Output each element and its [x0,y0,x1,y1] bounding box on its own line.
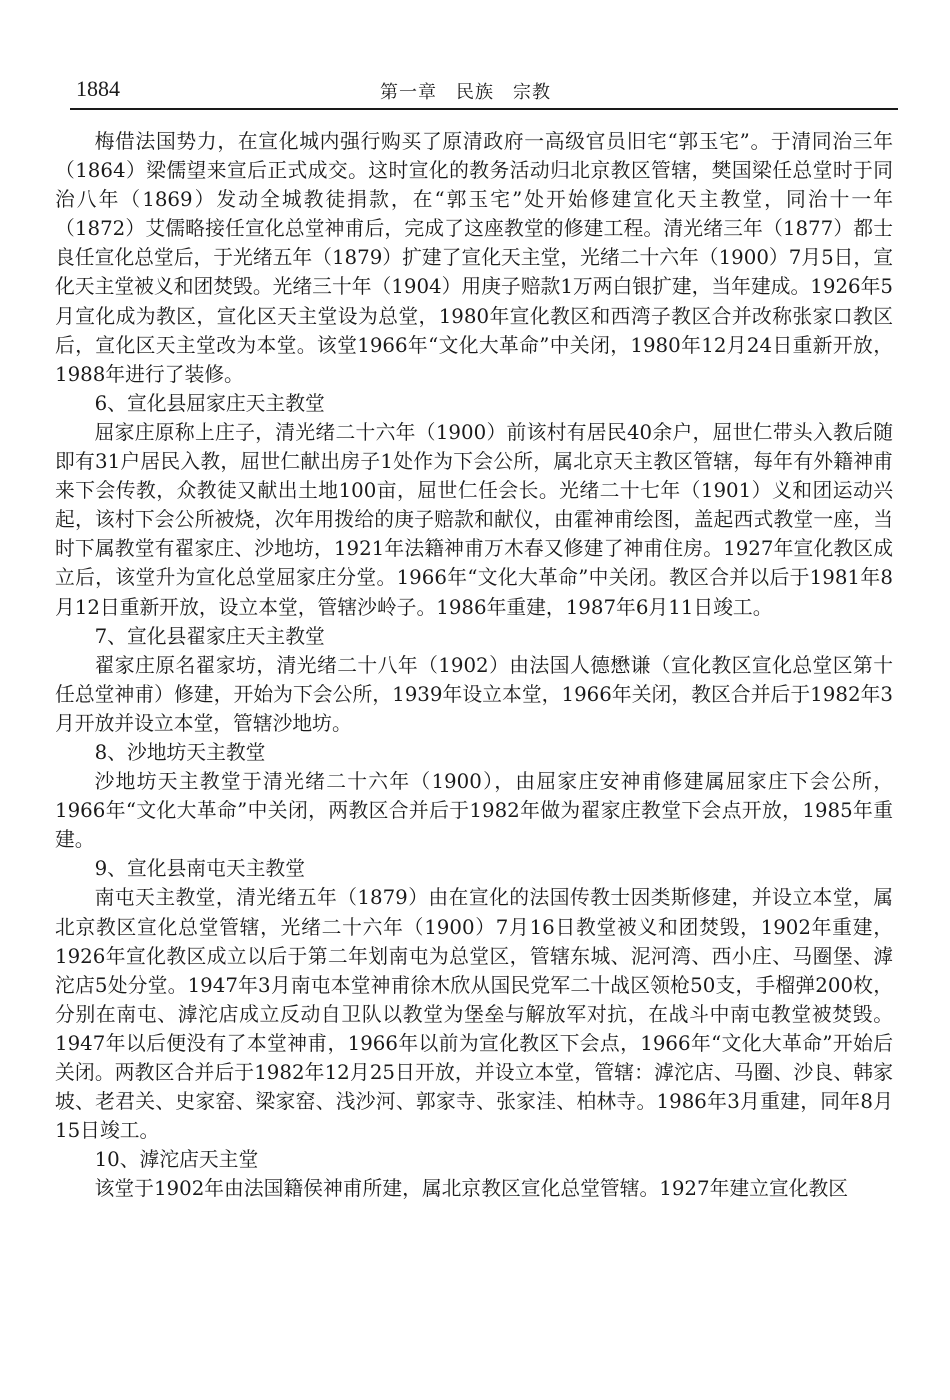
paragraph-nantun: 南屯天主教堂，清光绪五年（1879）由在宣化的法国传教士因类斯修建，并设立本堂，属北京教区宣化总堂管辖，光绪二十六年（1900）7月16日教堂被义和团焚毁，1902年重建，1926年宣化教区成立以后于第二年划南屯为总堂区，管辖东城、泥河湾、西小庄、马圈堡、滹沱店5处分堂。1947年3月南屯本堂神甫徐木欣从国民党军二十战区领枪50支，手榴弹200枚，分别在南屯、滹沱店成立反动自卫队以教堂为堡垒与解放军对抗，在战斗中南屯教堂被焚毁。1947年以后便没有了本堂神甫，1966年以前为宣化教区下会点，1966年“文化大革命”开始后关闭。两教区合并后于1982年12月25日开放，并设立本堂，管辖：滹沱店、马圈、沙良、韩家坡、老君关、史家窑、梁家窑、浅沙河、郭家寺、张家洼、柏林寺。1986年3月重建，同年8月15日竣工。 [55,886,893,1143]
page-number: 1884 [76,76,120,101]
section-heading-shadifang: 8、沙地坊天主教堂 [94,740,266,764]
section-heading-nantun: 9、宣化县南屯天主教堂 [94,857,305,881]
paragraph-zhaijiazhuang: 翟家庄原名翟家坊，清光绪二十八年（1902）由法国人德懋谦（宣化教区宣化总堂区第十任总堂神甫）修建，开始为下会公所，1939年设立本堂，1966年关闭，教区合并后于1982年3月开放并设立本堂，管辖沙地坊。 [55,653,893,735]
paragraph-qujiazhuang: 屈家庄原称上庄子，清光绪二十六年（1900）前该村有居民40余户，屈世仁带头入教后随即有31户居民入教，屈世仁献出房子1处作为下会公所，属北京天主教区管辖，每年有外籍神甫来下会传教，众教徒又献出土地100亩，屈世仁任会长。光绪二十七年（1901）义和团运动兴起，该村下会公所被烧，次年用拨给的庚子赔款和献仪，由霍神甫绘图，盖起西式教堂一座，当时下属教堂有翟家庄、沙地坊，1921年法籍神甫万木春又修建了神甫住房。1927年宣化教区成立后，该堂升为宣化总堂屈家庄分堂。1966年“文化大革命”中关闭。教区合并以后于1981年8月12日重新开放，设立本堂，管辖沙岭子。1986年重建，1987年6月11日竣工。 [55,420,893,619]
section-heading-hutuodian: 10、滹沱店天主堂 [94,1148,259,1172]
chapter-title: 第一章 民族 宗教 [380,82,551,103]
page-header [70,70,898,110]
body-text [55,127,893,1203]
section-heading-qujiazhuang: 6、宣化县屈家庄天主教堂 [94,391,325,415]
header-divider [70,108,898,110]
paragraph-hutuodian: 该堂于1902年由法国籍侯神甫所建，属北京教区宣化总堂管辖。1927年建立宣化教区 [94,1177,849,1201]
paragraph-shadifang: 沙地坊天主教堂于清光绪二十六年（1900），由屈家庄安神甫修建属屈家庄下会公所，1966年“文化大革命”中关闭，两教区合并后于1982年做为翟家庄教堂下会点开放，1985年重建。 [55,770,893,852]
paragraph-xuanhua-cathedral-history: 梅借法国势力，在宣化城内强行购买了原清政府一高级官员旧宅“郭玉宅”。于清同治三年（1864）梁儒望来宣后正式成交。这时宣化的教务活动归北京教区管辖，樊国梁任总堂时于同治八年（1869）发动全城教徒捐款，在“郭玉宅”处开始修建宣化天主教堂，同治十一年（1872）艾儒略接任宣化总堂神甫后，完成了这座教堂的修建工程。清光绪三年（1877）都士良任宣化总堂后，于光绪五年（1879）扩建了宣化天主堂，光绪二十六年（1900）7月5日，宣化天主堂被义和团焚毁。光绪三十年（1904）用庚子赔款1万两白银扩建，当年建成。1926年5月宣化成为教区，宣化区天主堂设为总堂，1980年宣化教区和西湾子教区合并改称张家口教区后，宣化区天主堂改为本堂。该堂1966年“文化大革命”中关闭，1980年12月24日重新开放，1988年进行了装修。 [55,130,893,386]
section-heading-zhaijiazhuang: 7、宣化县翟家庄天主教堂 [94,624,325,648]
